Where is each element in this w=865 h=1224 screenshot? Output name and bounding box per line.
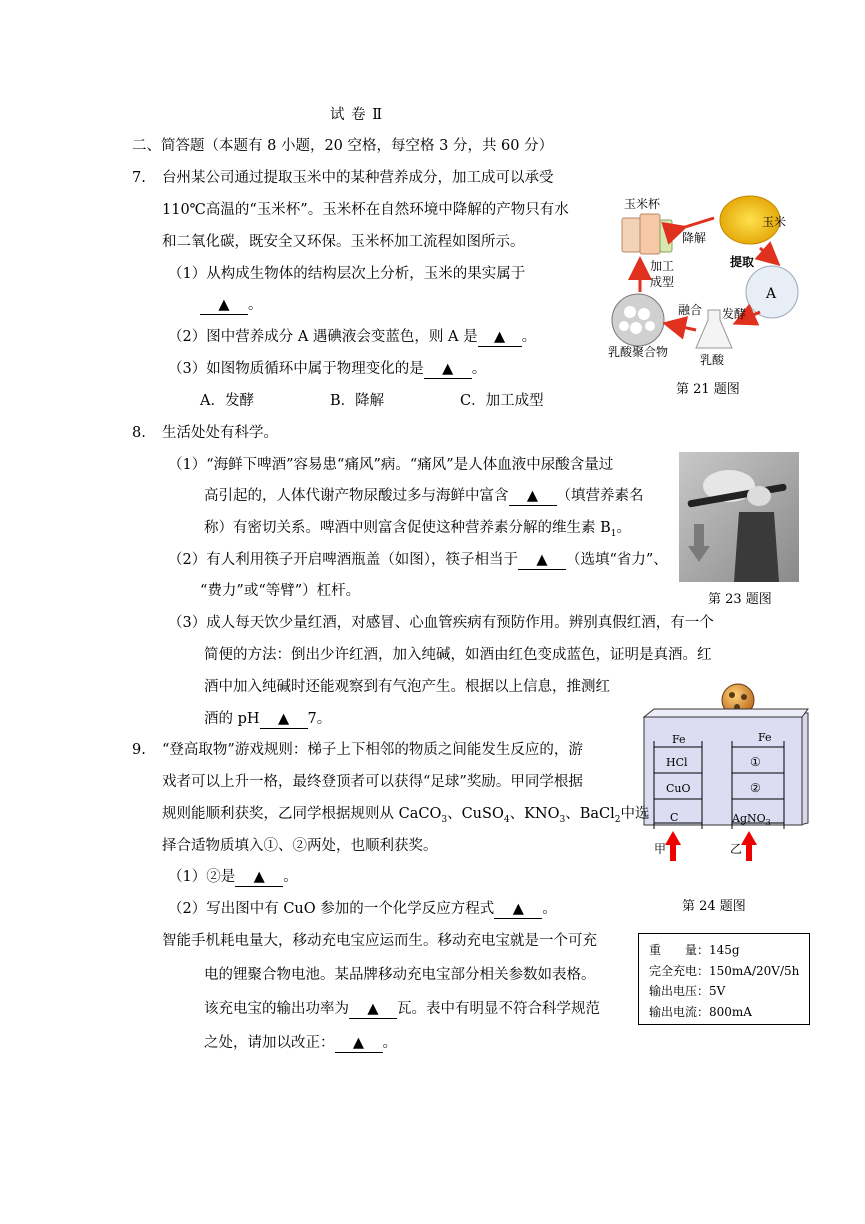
fig24-yi: 乙 [730,842,743,856]
fig23-caption: 第 23 题图 [708,592,772,607]
q8-part3-line3: 酒中加入纯碱时还能观察到有气泡产生。根据以上信息，推测红 [204,679,610,695]
q10-line2: 电的锂聚合物电池。某品牌移动充电宝部分相关参数如表格。 [204,967,596,983]
answer-blank[interactable]: ▲ [478,328,522,347]
fig21-a-label: A [766,286,777,302]
fig24-caption: 第 24 题图 [682,899,746,914]
corn-cup-cycle-diagram [600,190,800,372]
spec-row: 输出电流：800mA [649,1004,752,1019]
paper-title: 试 卷 Ⅱ [330,107,384,123]
fig24-c: C [670,811,679,824]
q9-line1: “登高取物”游戏规则：梯子上下相邻的物质之间能发生反应的，游 [162,742,583,758]
fig21-caption: 第 21 题图 [676,382,740,397]
q9-part2: （2）写出图中有 CuO 参加的一个化学反应方程式 ▲ 。 [168,901,557,917]
q8-part3-line1: （3）成人每天饮少量红酒，对感冒、心血管疾病有预防作用。辨别真假红酒，有一个 [168,615,714,631]
q7-part2: （2）图中营养成分 A 遇碘液会变蓝色，则 A 是 ▲ 。 [168,329,537,345]
fig21-process-label-2: 成型 [650,275,675,289]
q8-number: 8. [132,425,146,441]
q7-part1-answer: ▲ 。 [200,295,263,315]
fig24-cuo: CuO [666,782,691,795]
spec-row: 完全充电：150mA/20V/5h [649,963,800,978]
answer-blank[interactable]: ▲ [494,900,542,919]
fig21-polymer-label: 乳酸聚合物 [608,345,669,359]
q8-part2-line2: “费力”或“等臂”）杠杆。 [200,583,361,599]
q9-line3: 规则能顺利获奖，乙同学根据规则从 CaCO$_3$、CuSO$_4$、$KNO_3$、BaCl$_2$中选 [162,806,650,825]
answer-blank[interactable]: ▲ [200,296,248,315]
q7-option-a: A．发酵 [200,393,254,409]
answer-blank[interactable]: ▲ [518,551,566,570]
q10-line4: 之处，请加以改正： ▲ 。 [204,1035,397,1051]
q8-part3-line2: 简便的方法：倒出少许红酒，加入纯碱，如酒由红色变成蓝色，证明是真酒。红 [204,647,712,663]
fig21-process-label-1: 加工 [650,259,675,273]
q10-line3: 该充电宝的输出功率为 ▲ 瓦。表中有明显不符合科学规范 [204,1001,600,1017]
fig24-right-fe: Fe [758,731,772,744]
q7-part3: （3）如图物质循环中属于物理变化的是 ▲ 。 [168,361,487,377]
fig21-cup-label: 玉米杯 [624,197,661,211]
answer-blank[interactable]: ▲ [335,1034,383,1053]
q7-part1: （1）从构成生物体的结构层次上分析，玉米的果实属于 [168,266,526,282]
ladder-game-diagram [640,683,812,861]
q9-line2: 戏者可以上升一格，最终登顶者可以获得“足球”奖励。甲同学根据 [162,774,583,790]
q7-number: 7. [132,170,146,186]
fig21-degrade-label: 降解 [682,231,707,245]
q8-intro: 生活处处有科学。 [162,425,278,441]
answer-blank[interactable]: ▲ [349,1000,397,1019]
q7-line3: 和二氧化碳，既安全又环保。玉米杯加工流程如图所示。 [162,234,525,250]
fig21-lactic-label: 乳酸 [700,353,725,367]
q7-line1: 台州某公司通过提取玉米中的某种营养成分，加工成可以承受 [162,170,554,186]
fig24-slot-1: ① [750,755,761,769]
answer-blank[interactable]: ▲ [509,487,557,506]
spec-row: 输出电压：5V [649,984,726,998]
q7-option-c: C．加工成型 [460,393,544,409]
fig24-left-fe: Fe [672,733,686,746]
fig21-ferment-label: 发酵 [722,307,747,321]
q8-part3-line4: 酒的 pH ▲ 7。 [204,711,332,727]
q9-number: 9. [132,742,146,758]
answer-blank[interactable]: ▲ [260,710,308,729]
fig21-corn-label: 玉米 [762,215,787,229]
q7-option-b: B．降解 [330,393,385,409]
fig21-extract-label: 提取 [730,255,755,269]
q8-part1-line1: （1）“海鲜下啤酒”容易患“痛风”病。“痛风”是人体血液中尿酸含量过 [168,457,614,473]
q8-part1-line3: 称）有密切关系。啤酒中则富含促使这种营养素分解的维生素 $B_1$。 [204,520,631,539]
answer-blank[interactable]: ▲ [235,868,283,887]
fig24-jia: 甲 [654,842,667,856]
q9-line4: 择合适物质填入①、②两处，也顺利获奖。 [162,838,438,854]
q10-line1: 智能手机耗电量大，移动充电宝应运而生。移动充电宝就是一个可充 [162,933,597,949]
power-bank-spec-table [638,933,810,1025]
q8-part2-line1: （2）有人利用筷子开启啤酒瓶盖（如图），筷子相当于 ▲ （选填“省力”、 [168,552,668,568]
fig24-slot-2: ② [750,781,761,795]
fig24-agno3: AgNO$_3$ [732,812,771,827]
q7-line2: 110℃高温的“玉米杯”。玉米杯在自然环境中降解的产物只有水 [162,202,569,218]
q9-part1: （1）②是 ▲ 。 [168,869,298,885]
section-heading: 二、简答题（本题有 8 小题，20 空格，每空格 3 分，共 60 分） [132,138,554,154]
answer-blank[interactable]: ▲ [424,360,472,379]
fig24-hcl: HCl [666,756,688,769]
spec-row: 重 量：145g [649,943,740,957]
chopstick-bottle-photo [679,452,799,582]
fig21-fuse-label: 融合 [678,303,703,317]
q8-part1-line2: 高引起的，人体代谢产物尿酸过多与海鲜中富含 ▲ （填营养素名 [204,488,644,504]
